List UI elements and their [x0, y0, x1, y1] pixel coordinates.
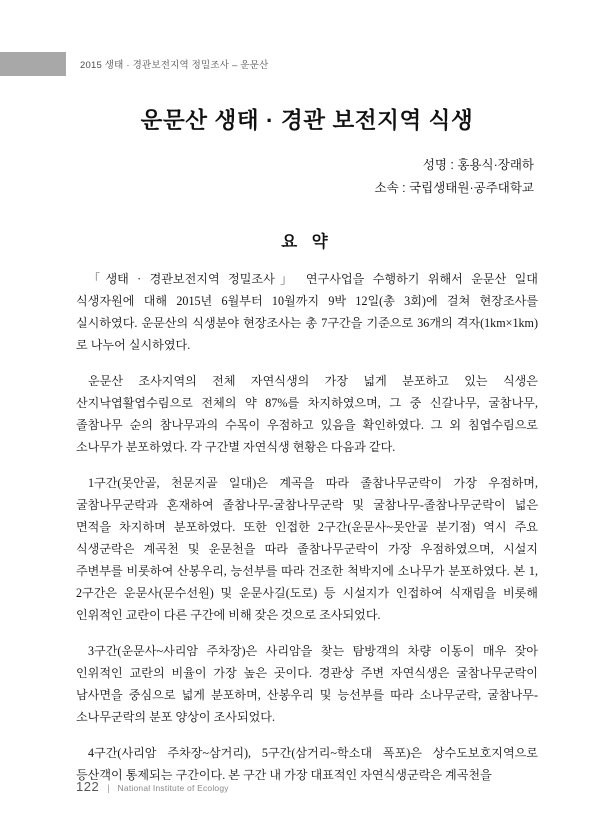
abstract-heading: 요 약: [281, 233, 333, 251]
author-names: 성명 : 홍용식·장래하: [422, 158, 534, 172]
abstract-paragraph: 「생태 · 경관보전지역 정밀조사」 연구사업을 수행하기 위해서 운문산 일대 식생자원에 대해 2015년 6월부터 10월까지 9박 12일(총 3회)에 걸쳐 현장조사를 실시하였다. 운문산의 식생분야 현장조사는 총 7구간을 기준으로 36개의 격자(1km×1km)로 나누어 실시하였다.: [76, 272, 538, 352]
footer-separator: |: [107, 783, 110, 793]
abstract-body: [76, 268, 538, 800]
header-color-swatch: [0, 52, 66, 76]
footer-organization: National Institute of Ecology: [117, 783, 229, 793]
abstract-paragraph: 1구간(못안골, 천문지골 일대)은 계곡을 따라 졸참나무군락이 가장 우점하며, 굴참나무군락과 혼재하여 졸참나무-굴참나무군락 및 굴참나무-졸참나무군락이 넓은 면적을 차지하며 분포하였다. 또한 인접한 2구간(운문사~못안골 분기점) 역시 주요 식생군락은 계곡천 및 운문천을 따라 졸참나무군락이 가장 우점하였으며, 시설지 주변부를 비롯하여 산봉우리, 능선부를 따라 건조한 척박지에 소나무가 분포하였다. 본 1, 2구간은 운문사(문수선원) 및 운문사길(도로) 등 시설지가 인접하여 식재림을 비롯해 인위적인 교란이 다른 구간에 비해 잦은 것으로 조사되었다.: [76, 476, 538, 622]
running-header: [0, 52, 614, 76]
running-header-text: 2015 생태 · 경관보전지역 정밀조사 – 운문산: [80, 60, 269, 71]
page-title: 운문산 생태 · 경관 보전지역 식생: [140, 108, 474, 133]
page-footer: [76, 779, 229, 794]
author-affiliation: 소속 : 국립생태원·공주대학교: [374, 181, 534, 196]
abstract-paragraph: 4구간(사리암 주차장~삼거리), 5구간(삼거리~학소대 폭포)은 상수도보호지역으로 등산객이 통제되는 구간이다. 본 구간 내 가장 대표적인 자연식생군락은 계곡천을: [76, 746, 538, 782]
abstract-paragraph: 3구간(운문사~사리암 주차장)은 사리암을 찾는 탐방객의 차량 이동이 매우 잦아 인위적인 교란의 비율이 가장 높은 곳이다. 경관상 주변 자연식생은 굴참나무군락이 남사면을 중심으로 넓게 분포하며, 산봉우리 및 능선부를 따라 소나무군락, 굴참나무-소나무군락의 분포 양상이 조사되었다.: [76, 644, 538, 724]
author-block: [0, 154, 614, 200]
page-number: 122: [76, 779, 100, 794]
abstract-paragraph: 운문산 조사지역의 전체 자연식생의 가장 넓게 분포하고 있는 식생은 산지낙엽활엽수림으로 전체의 약 87%를 차지하였으며, 그 중 신갈나무, 굴참나무, 졸참나무 순의 참나무과의 수목이 우점하고 있음을 확인하였다. 그 외 침엽수림으로 소나무가 분포하였다. 각 구간별 자연식생 현황은 다음과 같다.: [76, 374, 538, 454]
